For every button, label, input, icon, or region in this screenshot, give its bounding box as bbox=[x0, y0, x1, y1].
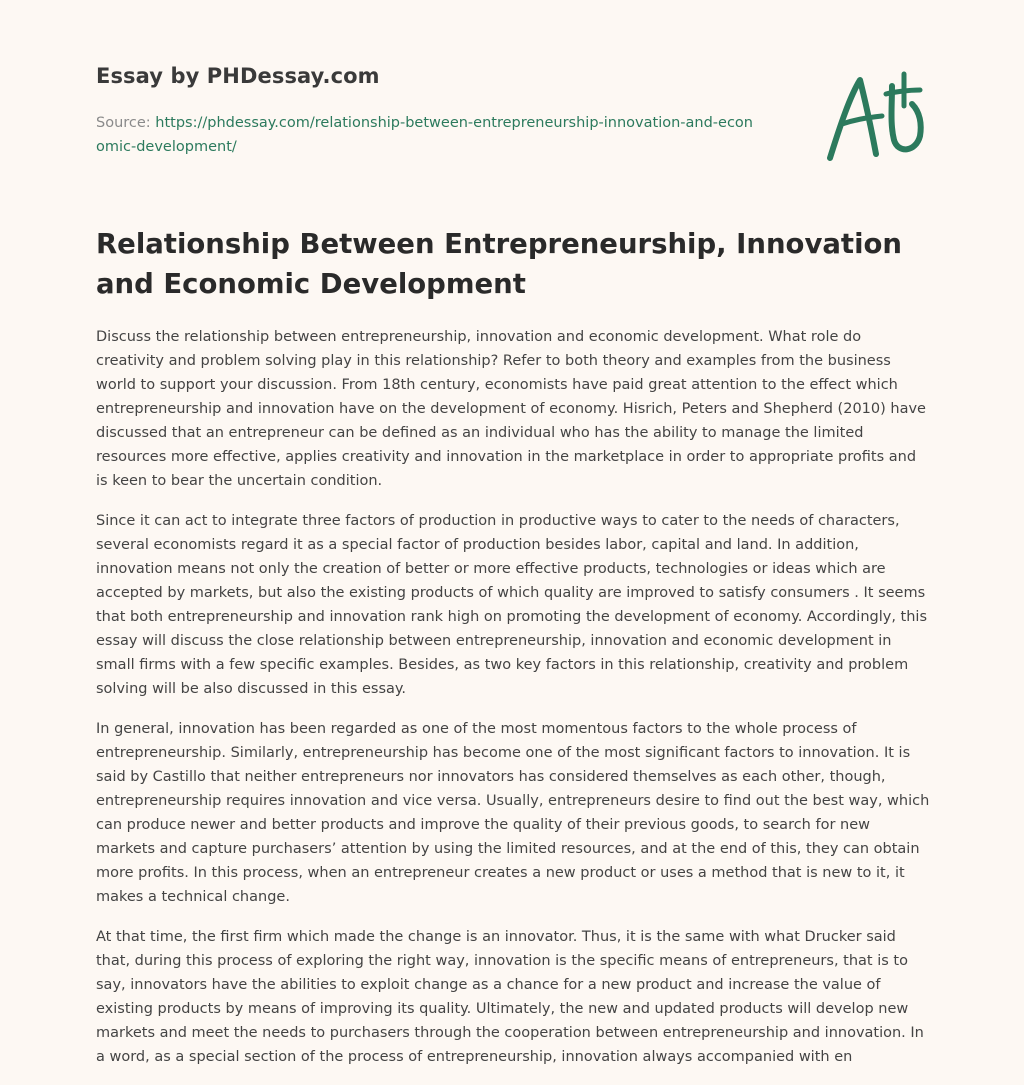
a-plus-logo-icon bbox=[822, 66, 932, 166]
essay-paragraph: Discuss the relationship between entrepreneurship, innovation and economic development. What role do creativity and problem solving play in this relationship? Refer to both theory and examples from the business world to support your discussion. From 18th century, economists have paid great attention to the effect which entrepreneurship and innovation have on the development of economy. Hisrich, Peters and Shepherd (2010) have discussed that an entrepreneur can be defined as an individual who has the ability to manage the limited resources more effective, applies creativity and innovation in the marketplace in order to appropriate profits and is keen to bear the uncertain condition. bbox=[96, 329, 926, 489]
source-link[interactable]: https://phdessay.com/relationship-between-entrepreneurship-innovation-and-economic-development/ bbox=[96, 115, 753, 155]
essay-paragraph: In general, innovation has been regarded as one of the most momentous factors to the whole process of entrepreneurship. Similarly, entrepreneurship has become one of the most significant factors to innovation. It is said by Castillo that neither entrepreneurs nor innovators has considered themselves as each other, though, entrepreneurship requires innovation and vice versa. Usually, entrepreneurs desire to find out the best way, which can produce newer and better products and improve the quality of their previous goods, to search for new markets and capture purchasers’ attention by using the limited resources, and at the end of this, they can obtain more profits. In this process, when an entrepreneur creates a new product or uses a method that is new to it, it makes a technical change. bbox=[96, 721, 930, 905]
essay-paragraph: Since it can act to integrate three factors of production in productive ways to cater to the needs of characters, several economists regard it as a special factor of production besides labor, capital and land. In addition, innovation means not only the creation of better or more effective products, technologies or ideas which are accepted by markets, but also the existing products of which quality are improved to satisfy consumers . It seems that both entrepreneurship and innovation rank high on promoting the development of economy. Accordingly, this essay will discuss the close relationship between entrepreneurship, innovation and economic development in small firms with a few specific examples. Besides, as two key factors in this relationship, creativity and problem solving will be also discussed in this essay. bbox=[96, 513, 928, 697]
site-brand: Essay by PHDessay.com bbox=[96, 64, 380, 88]
essay-body bbox=[96, 325, 932, 1085]
source-line bbox=[96, 111, 756, 159]
source-label: Source: bbox=[96, 115, 156, 131]
essay-paragraph: At that time, the first firm which made the change is an innovator. Thus, it is the same with what Drucker said that, during this process of exploring the right way, innovation is the specific means of entrepreneurs, that is to say, innovators have the abilities to exploit change as a chance for a new product and increase the value of existing products by means of improving its quality. Ultimately, the new and updated products will develop new markets and meet the needs to purchasers through the cooperation between entrepreneurship and innovation. In a word, as a special section of the process of entrepreneurship, innovation always accompanied with en bbox=[96, 929, 924, 1065]
essay-title: Relationship Between Entrepreneurship, Innovation and Economic Development bbox=[96, 228, 902, 300]
